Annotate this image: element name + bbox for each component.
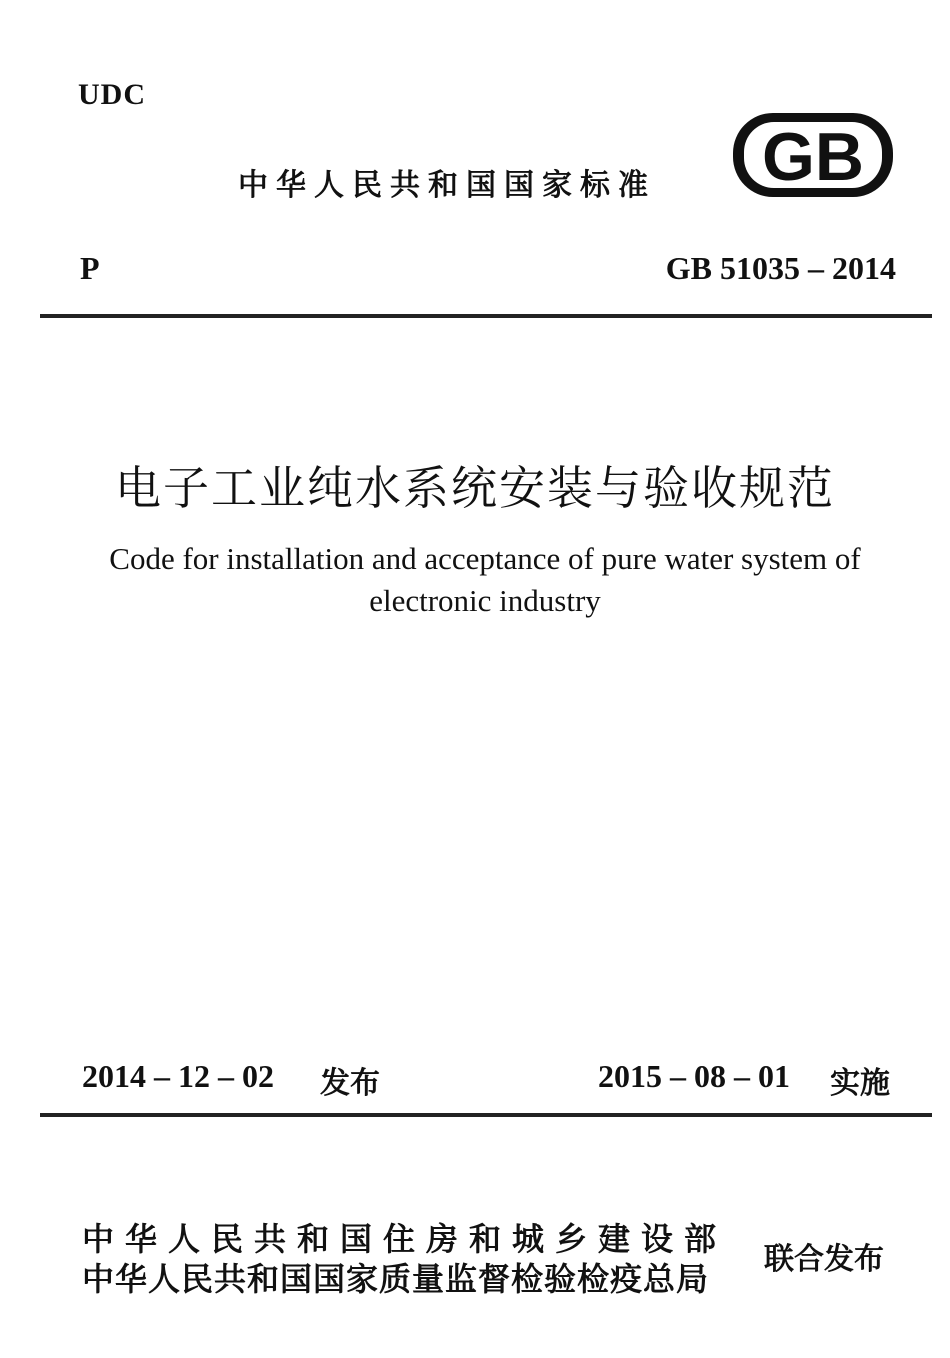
- udc-label: UDC: [78, 78, 146, 111]
- issue-date: 2014 – 12 – 02: [82, 1058, 274, 1094]
- category-code: P: [80, 250, 100, 286]
- implementation-date: 2015 – 08 – 01: [598, 1058, 790, 1094]
- title-english: [60, 538, 910, 622]
- title-english-line-2: electronic industry: [369, 583, 601, 618]
- issuer-ministry-housing: 中华人民共和国住房和城乡建设部: [82, 1220, 728, 1258]
- title-chinese: 电子工业纯水系统安装与验收规范: [115, 461, 835, 515]
- title-english-line-1: Code for installation and acceptance of pure water system of: [109, 541, 861, 576]
- national-standard-heading: 中华人民共和国国家标准: [238, 168, 656, 203]
- gb-logo-text: GB: [762, 119, 864, 195]
- issuer-quality-administration: 中华人民共和国国家质量监督检验检疫总局: [82, 1260, 710, 1298]
- gb-logo: [730, 110, 896, 200]
- issue-label: 发布: [320, 1066, 380, 1101]
- joint-issue-label: 联合发布: [764, 1242, 884, 1277]
- implementation-label: 实施: [830, 1066, 890, 1101]
- top-divider: [40, 314, 932, 318]
- bottom-divider: [40, 1113, 932, 1117]
- standard-number: GB 51035 – 2014: [665, 250, 896, 286]
